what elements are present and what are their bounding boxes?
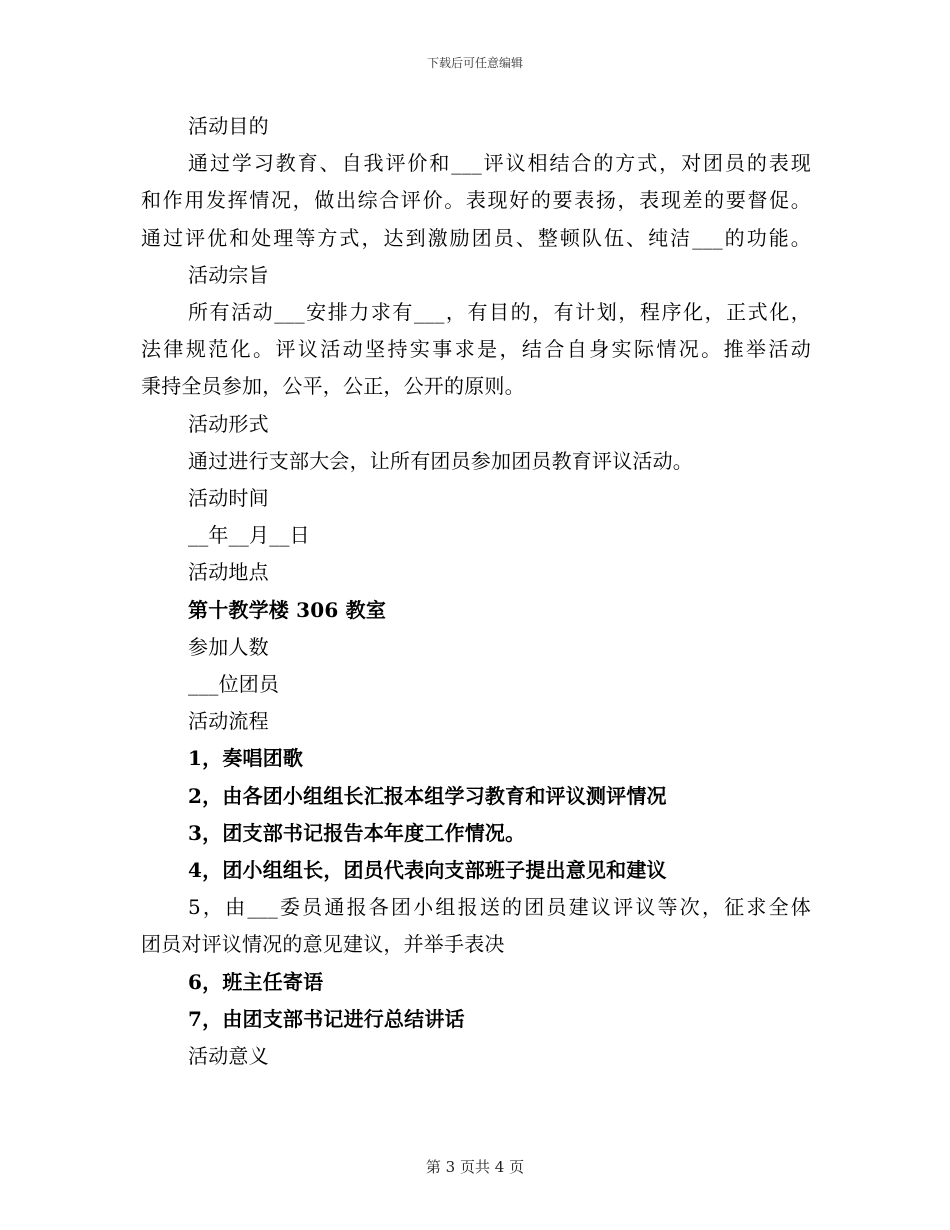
text-line: __年__月__日 (188, 523, 310, 548)
text-line: 活动意义 (188, 1044, 269, 1069)
text-line: 活动流程 (188, 709, 269, 734)
text-line: 5，由___委员通报各团小组报送的团员建议评议等次，征求全体 (188, 895, 811, 920)
text-line: 所有活动___安排力求有___，有目的，有计划，程序化，正式化， (188, 300, 811, 325)
text-line: 通过学习教育、自我评价和___评议相结合的方式，对团员的表现 (188, 151, 811, 176)
text-line: 活动形式 (188, 411, 269, 436)
text-line: 7，由团支部书记进行总结讲话 (188, 1006, 465, 1031)
text-line: 参加人数 (188, 634, 269, 659)
text-line: 3，团支部书记报告本年度工作情况。 (188, 820, 526, 845)
text-line: 秉持全员参加，公平，公正，公开的原则。 (141, 374, 525, 399)
text-line: 1，奏唱团歌 (188, 746, 304, 771)
text-line: 活动宗旨 (188, 262, 269, 287)
text-line: 活动地点 (188, 560, 269, 585)
text-line: 团员对评议情况的意见建议，并举手表决 (141, 932, 505, 957)
text-line: 2，由各团小组组长汇报本组学习教育和评议测评情况 (188, 783, 667, 808)
text-line: 活动目的 (188, 114, 269, 138)
text-line: ___位团员 (188, 672, 280, 697)
text-line: 和作用发挥情况，做出综合评价。表现好的要表扬，表现差的要督促。 (141, 188, 811, 213)
text-line: 4，团小组组长，团员代表向支部班子提出意见和建议 (188, 858, 667, 883)
text-line: 活动时间 (188, 486, 269, 511)
text-line: 通过进行支部大会，让所有团员参加团员教育评议活动。 (188, 448, 693, 473)
text-line: 第十教学楼 306 教室 (188, 597, 387, 622)
text-line: 通过评优和处理等方式，达到激励团员、整顿队伍、纯洁___的功能。 (141, 225, 811, 250)
text-line: 6，班主任寄语 (188, 969, 324, 994)
text-line: 法律规范化。评议活动坚持实事求是，结合自身实际情况。推举活动 (141, 337, 811, 362)
document-body (141, 108, 811, 1075)
page-footer: 第 3 页共 4 页 (425, 1158, 525, 1176)
page-header: 下载后可任意编辑 (426, 56, 523, 70)
